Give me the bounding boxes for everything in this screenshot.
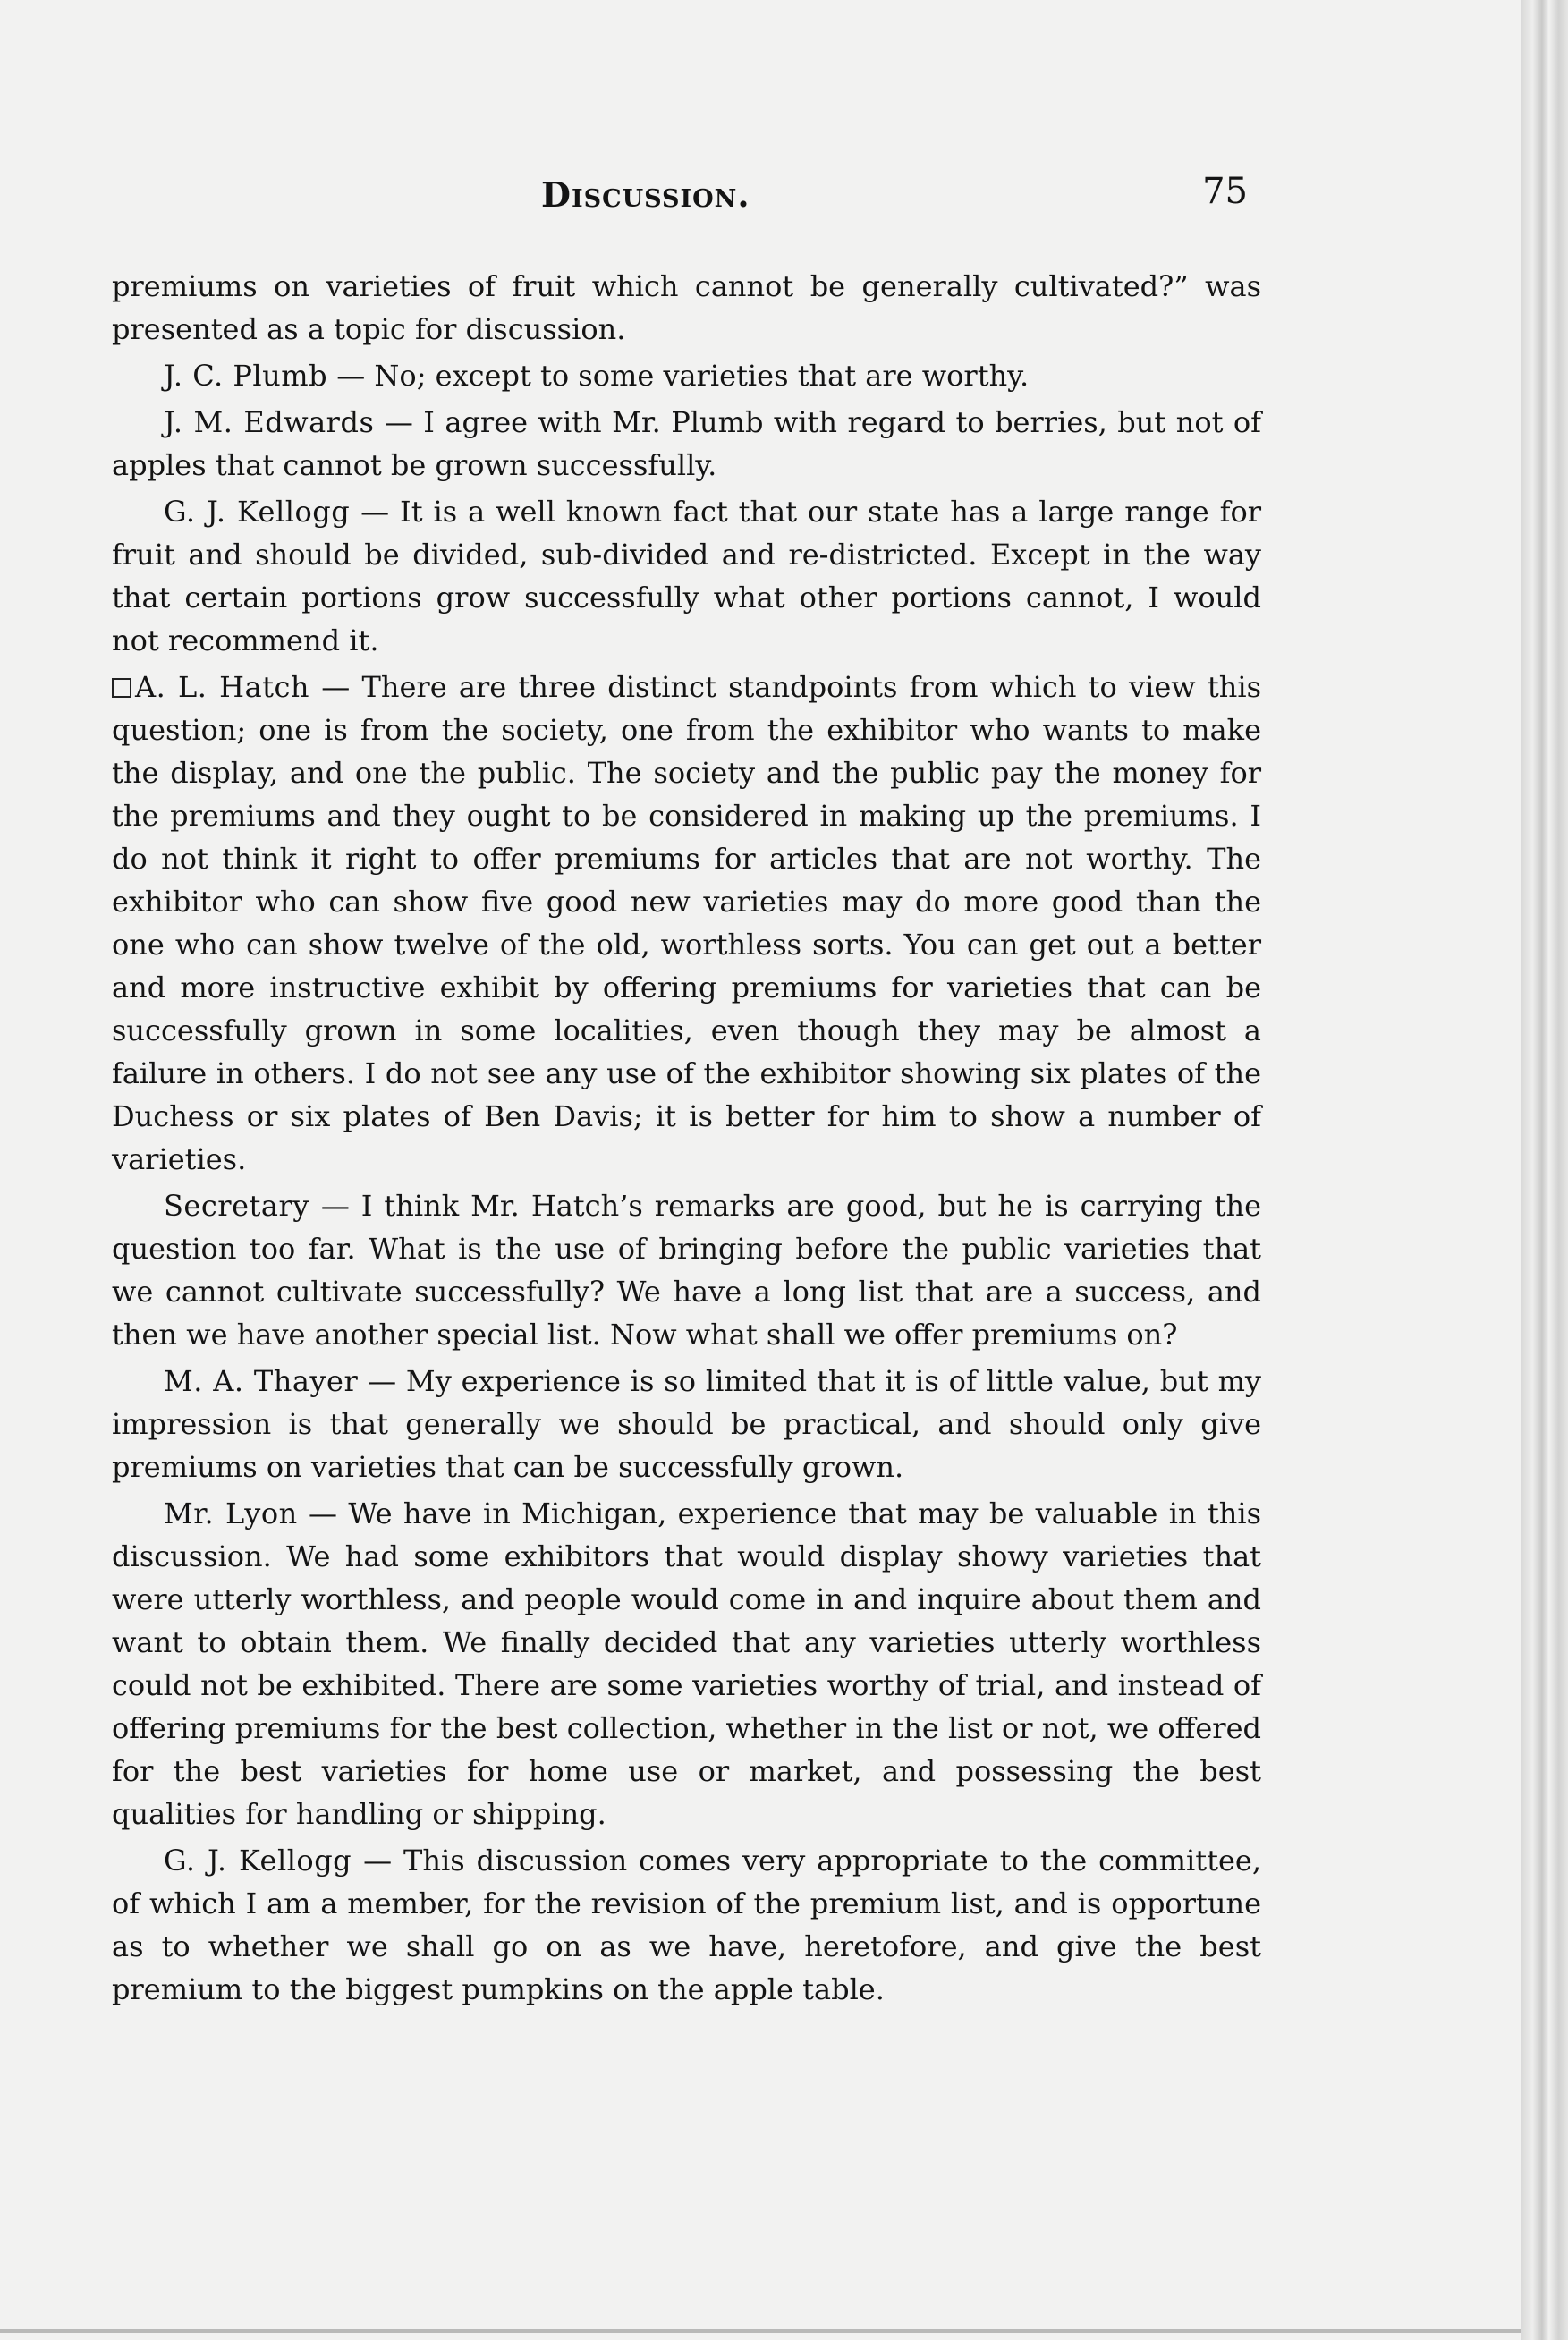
body-text xyxy=(112,265,1261,2011)
paragraph-edwards xyxy=(112,401,1261,487)
paragraph-lyon xyxy=(112,1492,1261,1836)
speaker-name: Secretary xyxy=(164,1189,309,1223)
paragraph-secretary xyxy=(112,1184,1261,1356)
paragraph-thayer xyxy=(112,1360,1261,1488)
paragraph-text: — I agree with Mr. Plumb with regard to berries, but not of apples that cannot be grown successfully. xyxy=(112,405,1262,482)
paragraph-kellogg-1 xyxy=(112,490,1261,662)
paragraph-text: premiums on varieties of fruit which cannot be generally cultivated?” was presented as a topic for discussion. xyxy=(112,269,1261,346)
paragraph-hatch xyxy=(112,666,1261,1181)
paragraph-text: — No; except to some varieties that are worthy. xyxy=(327,359,1030,393)
speaker-name: M. A. Thayer xyxy=(164,1364,359,1398)
speaker-name: J. C. Plumb xyxy=(164,359,328,393)
paragraph-text: — I think Mr. Hatch’s remarks are good, but he is carrying the question too far. What is the use of bringing before the public varieties that we cannot cultivate successfully? We have a long list that are a success, and then we have another special list. Now what shall we offer premiums on? xyxy=(112,1189,1261,1352)
speaker-name: A. L. Hatch xyxy=(135,670,310,704)
speaker-name: G. J. Kellogg xyxy=(164,495,351,529)
paragraph-text: — It is a well known fact that our state has a large range for fruit and should be divided, sub-divided and re-districted. Except in the way that certain portions grow successfully what other portions cannot, I would not recommend it. xyxy=(112,495,1261,657)
speaker-name: G. J. Kellogg xyxy=(164,1844,352,1878)
paragraph-kellogg-2 xyxy=(112,1839,1261,2011)
page-header xyxy=(112,171,1248,228)
speaker-name: Mr. Lyon xyxy=(164,1496,298,1530)
paragraph-plumb xyxy=(112,354,1261,397)
paragraph-text: — We have in Michigan, experience that may be valuable in this discussion. We had some exhibitors that would display showy varieties that were utterly worthless, and people would come in and inquire about them and want to obtain them. We finally decided that any varieties utterly worthless could not be exhibited. There are some varieties worthy of trial, and instead of offering premiums for the best collection, whether in the list or not, we offered for the best varieties for home use or market, and possessing the best qualities for handling or shipping. xyxy=(112,1496,1262,1831)
running-head: Discussion. xyxy=(541,174,750,215)
page-number: 75 xyxy=(1202,171,1248,212)
page-bottom-edge xyxy=(0,2329,1521,2333)
paragraph-text: — My experience is so limited that it is of little value, but my impression is that generally we should be practical, and should only give premiums on varieties that can be successfully grown. xyxy=(112,1364,1262,1484)
paragraph-text: — This discussion comes very appropriate to the committee, of which I am a member, for the revision of the premium list, and is opportune as to whether we shall go on as we have, heretofore, and give the best premium to the biggest pumpkins on the apple table. xyxy=(112,1844,1262,2006)
speaker-name: J. M. Edwards xyxy=(164,405,375,439)
paragraph-continuation xyxy=(112,265,1261,351)
checkbox-mark-icon xyxy=(112,678,131,698)
paragraph-text: — There are three distinct standpoints from which to view this question; one is from the society, one from the exhibitor who wants to make the display, and one the public. The society and the public pay the money for the premiums and they ought to be considered in making up the premiums. I do not think it right to offer premiums for articles that are not worthy. The exhibitor who can show five good new varieties may do more good than the one who can show twelve of the old, worthless sorts. You can get out a better and more instructive exhibit by offering premiums for varieties that can be successfully grown in some localities, even though they may be almost a failure in others. I do not see any use of the exhibitor showing six plates of the Duchess or six plates of Ben Davis; it is better for him to show a number of varieties. xyxy=(112,670,1262,1176)
page-binding-edge xyxy=(1521,0,1568,2340)
